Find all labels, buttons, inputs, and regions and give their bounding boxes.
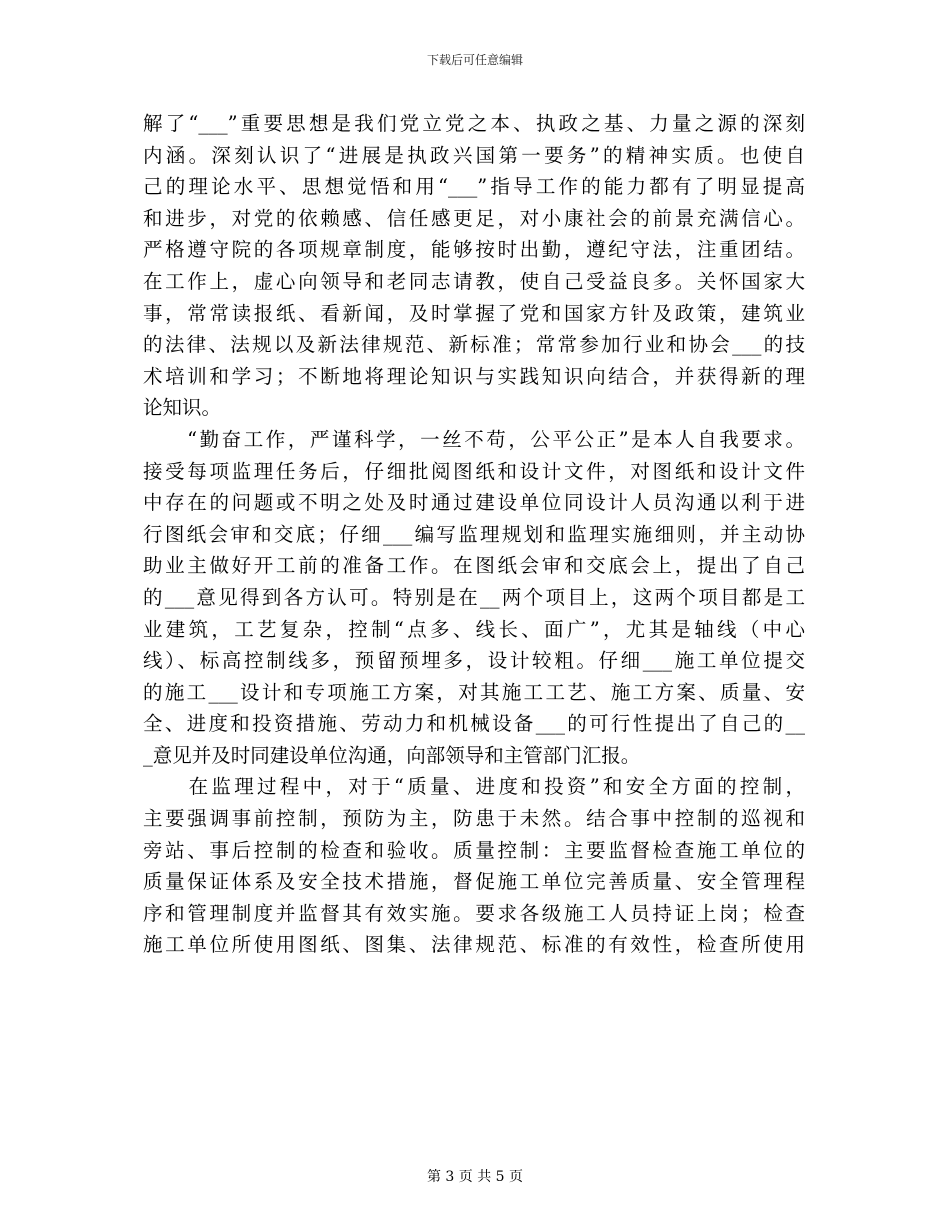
- text-line: 质量保证体系及安全技术措施，督促施工单位完善质量、安全管理程: [143, 870, 805, 894]
- text-line: 解了“___”重要思想是我们党立党之本、执政之基、力量之源的深刻: [143, 112, 805, 135]
- text-line: 术培训和学习；不断地将理论知识与实践知识向结合，并获得新的理: [143, 364, 805, 388]
- page-header: 下载后可任意编辑: [426, 53, 523, 67]
- text-line: _意见并及时同建设单位沟通，向部领导和主管部门汇报。: [143, 743, 641, 767]
- text-line: 事，常常读报纸、看新闻，及时掌握了党和国家方针及政策，建筑业: [143, 301, 805, 325]
- text-line: 的___意见得到各方认可。特别是在__两个项目上，这两个项目都是工: [143, 585, 805, 609]
- text-line: 业建筑，工艺复杂，控制“点多、线长、面广”，尤其是轴线（中心: [143, 617, 805, 641]
- text-line: 中存在的问题或不明之处及时通过建设单位同设计人员沟通以利于进: [143, 491, 805, 515]
- text-line: 己的理论水平、思想觉悟和用“___”指导工作的能力都有了明显提高: [143, 175, 805, 199]
- text-line: 接受每项监理任务后，仔细批阅图纸和设计文件，对图纸和设计文件: [143, 459, 805, 483]
- text-line: 助业主做好开工前的准备工作。在图纸会审和交底会上，提出了自己: [143, 554, 805, 578]
- page-footer: 第 3 页 共 5 页: [426, 1169, 524, 1185]
- text-line: 序和管理制度并监督其有效实施。要求各级施工人员持证上岗；检查: [143, 901, 805, 925]
- text-line: 全、进度和投资措施、劳动力和机械设备___的可行性提出了自己的__: [143, 712, 805, 736]
- text-line: 严格遵守院的各项规章制度，能够按时出勤，遵纪守法，注重团结。: [143, 238, 805, 262]
- text-line: 的施工___设计和专项施工方案，对其施工工艺、施工方案、质量、安: [143, 680, 805, 704]
- text-line: “勤奋工作，严谨科学，一丝不苟，公平公正”是本人自我要求。: [143, 427, 805, 451]
- text-line: 论知识。: [143, 396, 222, 420]
- text-line: 线）、标高控制线多，预留预埋多，设计较粗。仔细___施工单位提交: [143, 649, 805, 673]
- text-line: 在工作上，虚心向领导和老同志请教，使自己受益良多。关怀国家大: [143, 269, 805, 293]
- text-line: 行图纸会审和交底；仔细___编写监理规划和监理实施细则，并主动协: [143, 522, 805, 546]
- text-line: 施工单位所使用图纸、图集、法律规范、标准的有效性，检查所使用: [143, 933, 805, 957]
- text-line: 的法律、法规以及新法律规范、新标准；常常参加行业和协会___的技: [143, 333, 805, 357]
- text-line: 在监理过程中，对于“质量、进度和投资”和安全方面的控制，: [143, 775, 805, 799]
- text-line: 内涵。深刻认识了“进展是执政兴国第一要务”的精神实质。也使自: [143, 143, 805, 167]
- text-line: 旁站、事后控制的检查和验收。质量控制：主要监督检查施工单位的: [143, 838, 805, 862]
- text-line: 主要强调事前控制，预防为主，防患于未然。结合事中控制的巡视和: [143, 807, 805, 831]
- document-body: [143, 108, 805, 961]
- text-line: 和进步，对党的依赖感、信任感更足，对小康社会的前景充满信心。: [143, 206, 805, 230]
